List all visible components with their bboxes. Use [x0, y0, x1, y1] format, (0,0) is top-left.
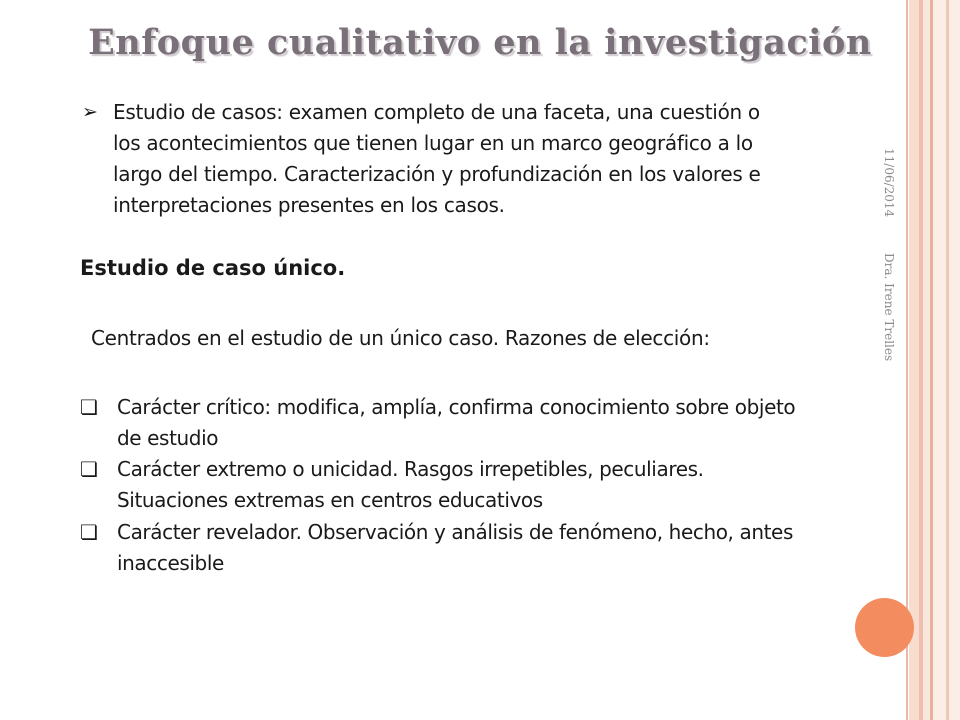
- list-item-line: Situaciones extremas en centros educativos: [117, 488, 543, 512]
- paragraph-line: largo del tiempo. Caracterización y profundización en los valores e: [113, 162, 761, 186]
- slide-title: Enfoque cualitativo en la investigación: [88, 22, 872, 63]
- case-study-paragraph: [113, 97, 873, 221]
- list-item-line: inaccesible: [117, 551, 224, 575]
- section-heading: Estudio de caso único.: [80, 256, 346, 280]
- arrow-bullet-icon: ➢: [82, 101, 98, 123]
- checkbox-bullet-icon: ❏: [80, 520, 98, 544]
- list-item-line: Carácter crítico: modifica, amplía, confirma conocimiento sobre objeto: [117, 395, 796, 419]
- side-date: 11/06/2014: [882, 148, 896, 218]
- list-item-line: Carácter revelador. Observación y análisis de fenómeno, hecho, antes: [117, 520, 793, 544]
- list-item-line: de estudio: [117, 426, 219, 450]
- list-item-line: Carácter extremo o unicidad. Rasgos irrepetibles, peculiares.: [117, 457, 704, 481]
- paragraph-line: los acontecimientos que tienen lugar en un marco geográfico a lo: [113, 131, 753, 155]
- side-author: Dra. Irene Trelles: [882, 253, 896, 362]
- decor-stripe: [946, 0, 949, 720]
- checkbox-bullet-icon: ❏: [80, 457, 98, 481]
- decor-stripe: [923, 0, 930, 720]
- paragraph-line: Estudio de casos: examen completo de una faceta, una cuestión o: [113, 100, 760, 124]
- checkbox-bullet-icon: ❏: [80, 395, 98, 419]
- paragraph-line: interpretaciones presentes en los casos.: [113, 193, 505, 217]
- decor-circle: [855, 598, 914, 657]
- decor-stripe: [909, 0, 919, 720]
- section-intro: Centrados en el estudio de un único caso. Razones de elección:: [91, 326, 710, 350]
